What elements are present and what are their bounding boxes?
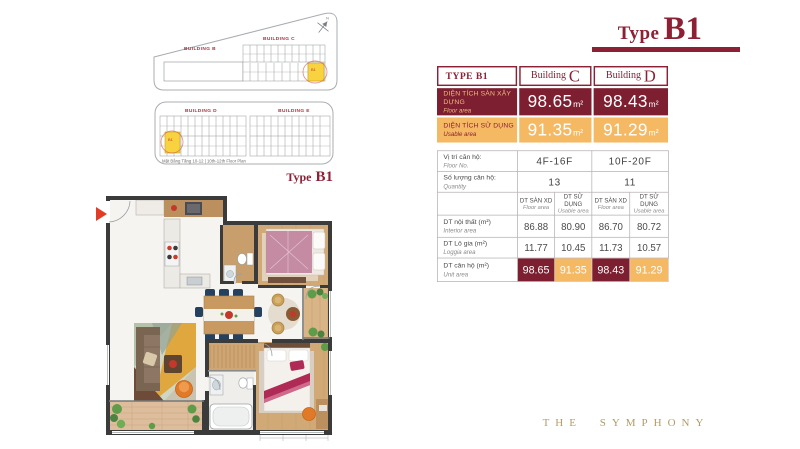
- value: 98.43: [603, 91, 648, 112]
- highlighted-unit-tag-bottom: B1: [168, 137, 173, 142]
- building-b-label: BUILDING B: [184, 47, 216, 52]
- desk: [316, 399, 330, 429]
- label-vi: DIỆN TÍCH SÀN XÂY DỰNG: [443, 89, 511, 106]
- building-c-label: BUILDING C: [263, 37, 295, 42]
- label-en: Unit area: [443, 270, 469, 278]
- interior-c-floor: 86.88: [517, 215, 554, 237]
- dimension-ticks: [260, 435, 328, 441]
- centerpiece-leaf: [221, 313, 224, 316]
- brand-logo: THE SYMPHONY: [542, 417, 710, 429]
- unit-area-label: [437, 258, 517, 282]
- usable-area-label: [437, 117, 517, 142]
- unit-d-floor: 98.43: [592, 258, 630, 282]
- subheader-row: [437, 192, 668, 215]
- loggia-d-usable: 10.57: [630, 237, 669, 258]
- bath1-basin: [227, 271, 234, 278]
- floor-no-label: [437, 151, 517, 172]
- plan-type-label: [253, 168, 333, 186]
- pillow: [289, 350, 308, 361]
- usable-area-value-d: [594, 117, 668, 142]
- sub-vi: DT SÀN XD: [594, 196, 627, 204]
- wardrobe-floor: [208, 343, 256, 370]
- plant: [318, 331, 325, 338]
- sub-en: Floor area: [523, 203, 550, 211]
- pillow: [313, 253, 325, 270]
- armchair-seat: [179, 382, 189, 392]
- pillow: [313, 232, 325, 249]
- site-plan-top: [144, 10, 356, 96]
- label-vi: DT nội thất (m²): [443, 218, 491, 227]
- plan-type-name: B1: [315, 169, 333, 185]
- value: 91.35: [527, 119, 573, 140]
- loggia-c-floor: 11.77: [517, 237, 554, 258]
- spec-table: [437, 66, 668, 282]
- interior-row: [437, 215, 668, 237]
- floor-no-d: 10F-20F: [592, 151, 669, 172]
- bed-bench: [268, 277, 306, 283]
- entry-cabinet: [136, 200, 164, 215]
- table-header-type: TYPE B1: [437, 66, 517, 86]
- unit-c-floor: 98.65: [517, 258, 554, 282]
- building-d-label: BUILDING D: [185, 109, 217, 114]
- highlighted-unit-bottom: [165, 132, 180, 153]
- entry-arrow-icon: [96, 207, 107, 221]
- building-d-letter: D: [643, 67, 656, 85]
- desk-item: [319, 405, 327, 411]
- appliance-door: [187, 204, 200, 213]
- unit: m²: [648, 127, 659, 138]
- subheader-floor-d: [592, 192, 630, 215]
- plant: [309, 328, 318, 337]
- label-en: Interior area: [443, 226, 477, 234]
- label-en: Quantity: [443, 182, 467, 190]
- sub-en: Usable area: [633, 207, 665, 215]
- sofa-back: [136, 327, 144, 391]
- site-plan-bottom: [144, 97, 356, 169]
- kettle: [171, 205, 177, 211]
- label-vi: Số lượng căn hộ:: [443, 174, 496, 182]
- burner: [173, 246, 178, 251]
- label-vi: Vị trí căn hộ:: [443, 153, 482, 162]
- bed2-headboard: [264, 343, 310, 348]
- sub-vi: DT SỬ DỤNG: [563, 192, 583, 208]
- quantity-label: [437, 172, 517, 193]
- spec-table-bottom: [437, 150, 669, 282]
- bathtub-inner: [213, 407, 249, 426]
- plant: [192, 415, 200, 423]
- loggia-label: [437, 237, 517, 258]
- spec-table-top: [437, 66, 668, 143]
- sub-vi: DT SÀN XD: [519, 196, 553, 204]
- label-en: Floor No.: [443, 161, 469, 169]
- toilet-tank: [247, 253, 253, 265]
- building-e-units: [250, 116, 330, 156]
- building-e-label: BUILDING E: [278, 109, 310, 114]
- highlighted-unit-top: [308, 63, 324, 81]
- sub-vi: DT SỬ DỤNG: [639, 192, 659, 208]
- decor-bowl: [169, 360, 177, 368]
- plant: [117, 420, 125, 428]
- value: 98.65: [527, 91, 573, 112]
- label-en: Usable area: [443, 130, 477, 138]
- apartment-floor-plan: [92, 195, 338, 443]
- interior-d-floor: 86.70: [592, 215, 630, 237]
- plant: [322, 293, 328, 299]
- unit: m²: [648, 98, 659, 109]
- loggia-c-usable: 10.45: [555, 237, 592, 258]
- plant: [308, 290, 317, 299]
- quantity-c: 13: [517, 172, 591, 193]
- page-title-prefix: Type: [617, 23, 660, 44]
- interior-d-usable: 80.72: [630, 215, 669, 237]
- loggia-d-floor: 11.73: [592, 237, 630, 258]
- floor-plan-caption: Mặt Bằng Tầng 10-12 | 10th-12th Floor Plan: [162, 158, 246, 164]
- sub-en: Usable area: [557, 207, 589, 215]
- plan-type-prefix: Type: [286, 170, 312, 184]
- floor-area-label: [437, 88, 517, 115]
- label-en: Loggia area: [443, 248, 476, 256]
- toilet-bowl: [238, 254, 247, 265]
- quantity-d: 11: [592, 172, 669, 193]
- sub-en: Floor area: [597, 203, 624, 211]
- toilet2-tank: [247, 378, 253, 389]
- living-room: [134, 323, 196, 401]
- dining-chair: [195, 307, 203, 317]
- table-header-building-c: [519, 66, 591, 86]
- building-word: Building: [530, 70, 566, 82]
- building-c-letter: C: [568, 67, 580, 85]
- building-b-slab: [164, 62, 243, 81]
- cooktop: [165, 242, 179, 266]
- subheader-usable-c: [555, 192, 592, 215]
- floor-area-value-c: [519, 88, 591, 115]
- label-vi: DT Lô gia (m²): [443, 239, 488, 248]
- dining-set: [195, 289, 262, 341]
- subheader-empty: [437, 192, 517, 215]
- interior-c-usable: 80.90: [555, 215, 592, 237]
- interior-label: [437, 215, 517, 237]
- centerpiece: [225, 311, 233, 319]
- unit: m²: [573, 98, 584, 109]
- burner: [173, 255, 178, 260]
- subheader-floor-c: [517, 192, 554, 215]
- label-vi: DT căn hộ (m²): [443, 261, 489, 270]
- pillow: [267, 350, 286, 361]
- wardrobe-divider: [208, 370, 256, 372]
- sofa-arm: [136, 383, 160, 391]
- dining-chair: [254, 307, 262, 317]
- building-word: Building: [605, 70, 641, 82]
- svg-text:N: N: [326, 15, 329, 21]
- label-en: Floor area: [443, 106, 472, 114]
- quantity-row: [437, 172, 668, 193]
- sofa-arm: [136, 327, 160, 335]
- table-header-building-d: [594, 66, 668, 86]
- floor-area-value-d: [594, 88, 668, 115]
- label-vi: DIỆN TÍCH SỬ DỤNG: [443, 122, 514, 130]
- unit: m²: [573, 127, 584, 138]
- plant: [188, 405, 197, 414]
- highlighted-unit-tag: B1: [311, 67, 316, 72]
- floor-no-row: [437, 151, 668, 172]
- usable-area-value-c: [519, 117, 591, 142]
- page-title-name: B1: [663, 11, 702, 47]
- plant: [149, 423, 155, 429]
- kitchen-sink: [187, 277, 202, 285]
- plant: [110, 414, 118, 422]
- master-bedroom: [262, 229, 325, 283]
- loggia-row: [437, 237, 668, 258]
- centerpiece-leaf: [235, 315, 238, 318]
- plant: [112, 404, 122, 414]
- floor-no-c: 4F-16F: [517, 151, 591, 172]
- page-title: [420, 11, 702, 48]
- plant: [321, 343, 329, 351]
- desk-chair: [303, 408, 316, 421]
- unit-area-row: [437, 258, 668, 282]
- title-underline: [592, 47, 740, 52]
- burner: [167, 246, 172, 251]
- toilet2-bowl: [239, 378, 247, 388]
- unit-d-usable: 91.29: [630, 258, 669, 282]
- chair-cushion: [275, 297, 282, 304]
- value: 91.29: [603, 119, 648, 140]
- subheader-usable-d: [630, 192, 669, 215]
- unit-c-usable: 91.35: [555, 258, 592, 282]
- burner: [167, 255, 172, 260]
- plate: [290, 311, 296, 317]
- chair-cushion: [275, 325, 282, 332]
